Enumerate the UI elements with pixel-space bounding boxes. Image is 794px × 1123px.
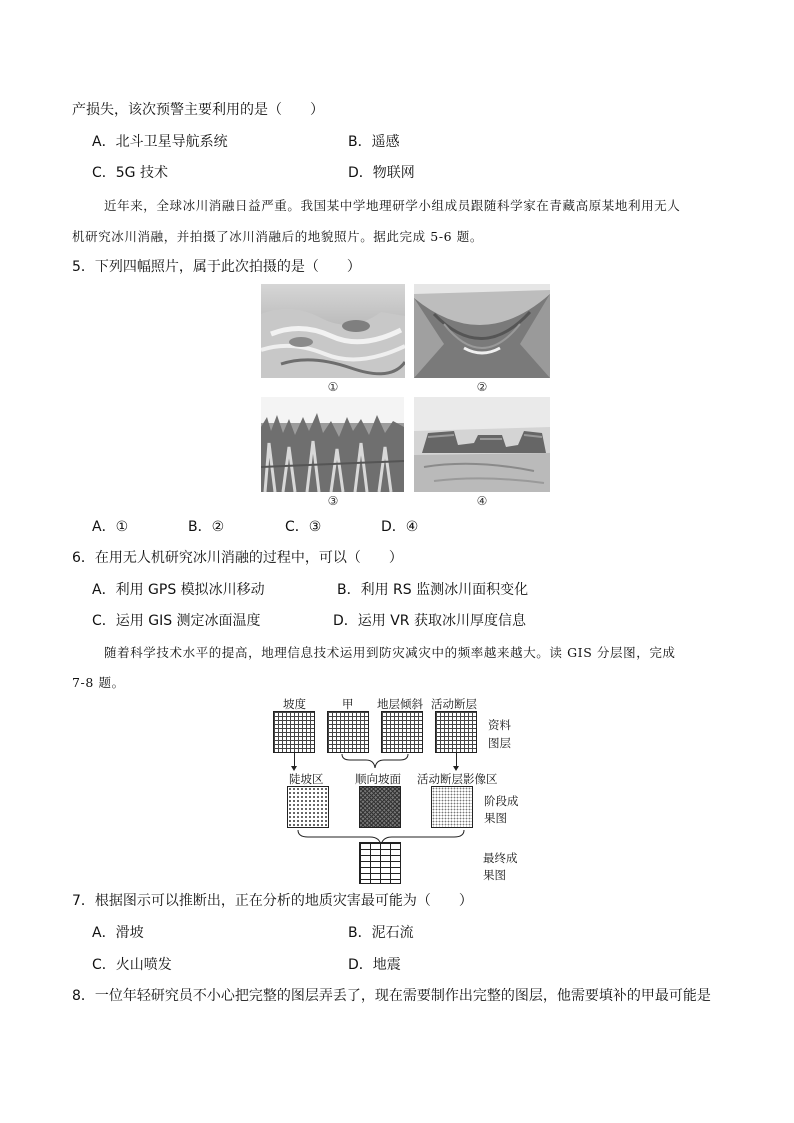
final-result-map (359, 842, 401, 884)
photo-yardang (414, 397, 550, 492)
layer-label-jia: 甲 (342, 697, 354, 711)
q6-stem: 6．在用无人机研究冰川消融的过程中，可以（ ） (72, 550, 403, 566)
stage-label-dip-slope: 顺向坡面 (355, 772, 401, 786)
intro-5-6-line1: 近年来，全球冰川消融日益严重。我国某中学地理研学小组成员跟随科学家在青藏高原某地利用无人 (104, 198, 681, 213)
arrow-fault-down (456, 753, 457, 767)
q7-option-c[interactable]: C．火山喷发 (92, 957, 172, 973)
q7-option-b[interactable]: B．泥石流 (348, 925, 414, 941)
photo-glacier-valley (414, 284, 550, 378)
q4-option-d[interactable]: D．物联网 (348, 165, 415, 181)
photo-caption-4: ④ (476, 494, 488, 508)
stage-label-fault-image: 活动断层影像区 (417, 772, 498, 786)
side-label-stage-1: 阶段成 (484, 794, 519, 808)
q8-stem: 8．一位年轻研究员不小心把完整的图层弄丢了，现在需要制作出完整的图层，他需要填补的甲最可能是 (72, 988, 711, 1004)
q4-option-b[interactable]: B．遥感 (348, 134, 400, 150)
side-label-final-1: 最终成 (483, 851, 518, 865)
layer-label-strata-tilt: 地层倾斜 (377, 697, 423, 711)
photo-caption-1: ① (327, 380, 339, 394)
layer-label-active-fault: 活动断层 (431, 697, 477, 711)
photo-caption-2: ② (476, 380, 488, 394)
stage-label-steep-slope: 陡坡区 (289, 772, 324, 786)
photo-stone-forest (261, 397, 404, 492)
q4-option-c[interactable]: C．5G 技术 (92, 165, 168, 181)
q6-option-d[interactable]: D．运用 VR 获取冰川厚度信息 (333, 613, 526, 629)
layer-jia-grid (327, 711, 369, 753)
q7-option-d[interactable]: D．地震 (348, 957, 401, 973)
side-label-data-2: 图层 (488, 736, 511, 750)
q4-stem-tail: 产损失，该次预警主要利用的是（ ） (72, 102, 324, 118)
bracket-middle (340, 752, 410, 772)
q6-option-c[interactable]: C．运用 GIS 测定冰面温度 (92, 613, 261, 629)
intro-7-8-line2: 7-8 题。 (72, 675, 125, 690)
layer-strata-grid (381, 711, 423, 753)
layer-label-slope: 坡度 (283, 697, 306, 711)
photo-caption-3: ③ (327, 494, 339, 508)
side-label-stage-2: 果图 (484, 811, 507, 825)
q7-stem: 7．根据图示可以推断出，正在分析的地质灾害最可能为（ ） (72, 893, 473, 909)
side-label-data-1: 资料 (488, 718, 511, 732)
q6-option-a[interactable]: A．利用 GPS 模拟冰川移动 (92, 582, 265, 598)
stage-fault-image-map (431, 786, 473, 828)
q5-option-b[interactable]: B．② (188, 519, 225, 535)
q7-option-a[interactable]: A．滑坡 (92, 925, 144, 941)
q5-stem: 5．下列四幅照片，属于此次拍摄的是（ ） (72, 259, 361, 275)
stage-steep-slope-map (287, 786, 329, 828)
q5-option-a[interactable]: A．① (92, 519, 129, 535)
intro-5-6-line2: 机研究冰川消融，并拍摄了冰川消融后的地貌照片。据此完成 5-6 题。 (72, 229, 483, 244)
q6-option-b[interactable]: B．利用 RS 监测冰川面积变化 (337, 582, 529, 598)
photo-desert-dunes (261, 284, 405, 378)
layer-fault-grid (435, 711, 477, 753)
q4-option-a[interactable]: A．北斗卫星导航系统 (92, 134, 228, 150)
arrow-slope-down (294, 753, 295, 767)
stage-dip-slope-map (359, 786, 401, 828)
q5-option-c[interactable]: C．③ (285, 519, 322, 535)
side-label-final-2: 果图 (483, 868, 506, 882)
q5-option-d[interactable]: D．④ (381, 519, 419, 535)
intro-7-8-line1: 随着科学技术水平的提高，地理信息技术运用到防灾减灾中的频率越来越大。读 GIS 分层图，完成 (104, 645, 676, 660)
layer-slope-grid (273, 711, 315, 753)
